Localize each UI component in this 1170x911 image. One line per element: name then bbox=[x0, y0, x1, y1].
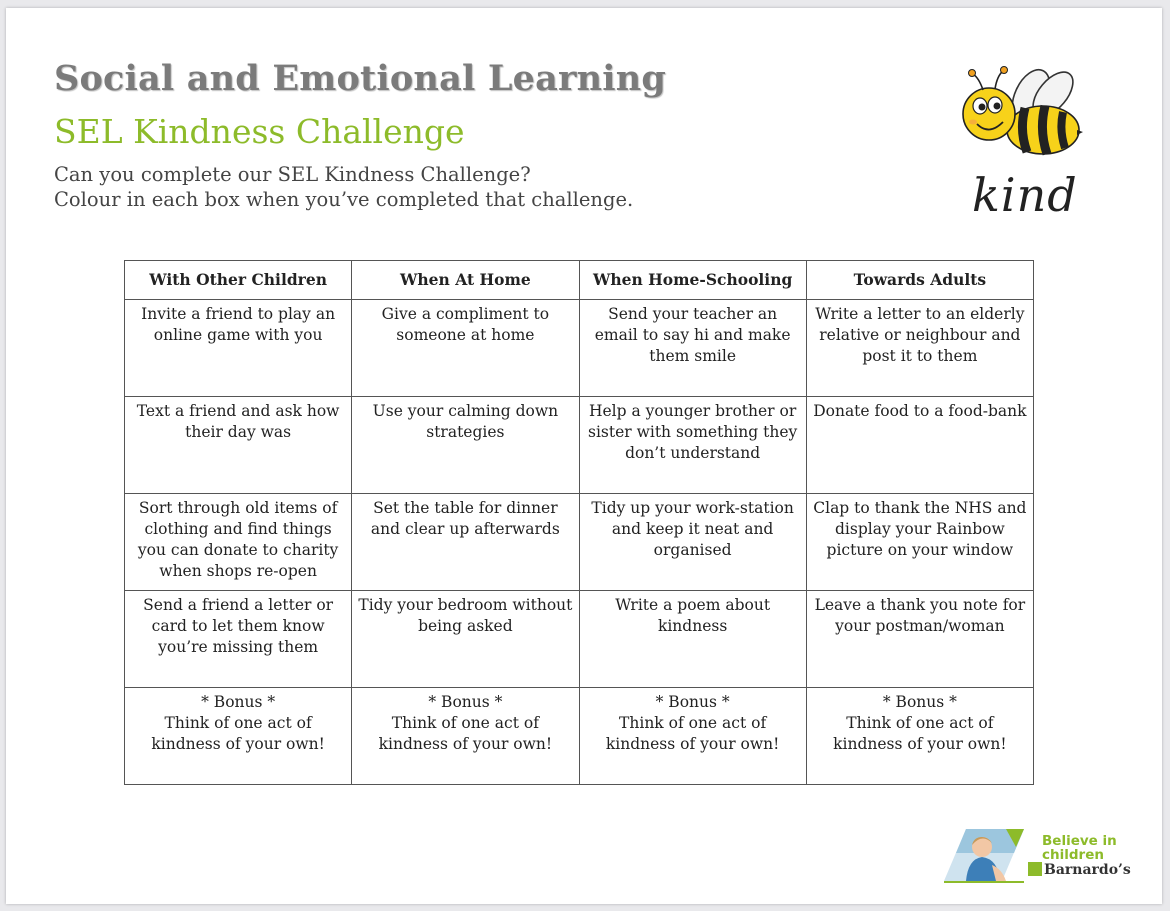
intro-text bbox=[54, 162, 633, 212]
bonus-text: Think of one act of kindness of your own! bbox=[378, 714, 553, 753]
logo-tagline-line-1: Believe in bbox=[1042, 833, 1117, 849]
challenge-cell[interactable]: Tidy your bedroom without being asked bbox=[352, 591, 579, 688]
table-row bbox=[125, 300, 1034, 397]
bonus-cell[interactable] bbox=[125, 688, 352, 785]
page-subtitle: SEL Kindness Challenge bbox=[54, 112, 465, 151]
bonus-text: Think of one act of kindness of your own! bbox=[151, 714, 325, 753]
column-header-other-children: With Other Children bbox=[125, 261, 352, 300]
bonus-cell[interactable] bbox=[579, 688, 806, 785]
challenge-cell[interactable]: Clap to thank the NHS and display your Rainbow picture on your window bbox=[806, 494, 1033, 591]
brand-mark-icon bbox=[1028, 862, 1042, 876]
challenge-cell[interactable]: Set the table for dinner and clear up afterwards bbox=[352, 494, 579, 591]
bonus-label: * Bonus * bbox=[201, 693, 276, 711]
bonus-cell[interactable] bbox=[352, 688, 579, 785]
logo-tagline-line-2: children bbox=[1042, 847, 1104, 863]
column-header-home-schooling: When Home-Schooling bbox=[579, 261, 806, 300]
column-header-at-home: When At Home bbox=[352, 261, 579, 300]
challenge-cell[interactable]: Write a letter to an elderly relative or neighbour and post it to them bbox=[806, 300, 1033, 397]
table-row bbox=[125, 494, 1034, 591]
challenge-cell[interactable]: Sort through old items of clothing and find things you can donate to charity when shops re-open bbox=[125, 494, 352, 591]
bonus-row bbox=[125, 688, 1034, 785]
bonus-label: * Bonus * bbox=[428, 693, 503, 711]
challenge-cell[interactable]: Leave a thank you note for your postman/woman bbox=[806, 591, 1033, 688]
challenge-cell[interactable]: Use your calming down strategies bbox=[352, 397, 579, 494]
challenge-cell[interactable]: Text a friend and ask how their day was bbox=[125, 397, 352, 494]
logo-tagline bbox=[1042, 834, 1117, 862]
kindness-challenge-table bbox=[124, 260, 1034, 785]
table-row bbox=[125, 397, 1034, 494]
challenge-cell[interactable]: Give a compliment to someone at home bbox=[352, 300, 579, 397]
brand-name: Barnardo’s bbox=[1044, 862, 1131, 878]
bonus-text: Think of one act of kindness of your own! bbox=[833, 714, 1007, 753]
bonus-cell[interactable] bbox=[806, 688, 1033, 785]
logo-brand bbox=[1028, 862, 1131, 878]
challenge-cell[interactable]: Invite a friend to play an online game with you bbox=[125, 300, 352, 397]
intro-line-2: Colour in each box when you’ve completed that challenge. bbox=[54, 188, 634, 211]
challenge-cell[interactable]: Tidy up your work-station and keep it neat and organised bbox=[579, 494, 806, 591]
bonus-label: * Bonus * bbox=[882, 693, 957, 711]
table-header-row bbox=[125, 261, 1034, 300]
challenge-cell[interactable]: Send your teacher an email to say hi and make them smile bbox=[579, 300, 806, 397]
column-header-towards-adults: Towards Adults bbox=[806, 261, 1033, 300]
kind-word: kind bbox=[972, 168, 1078, 222]
challenge-cell[interactable]: Send a friend a letter or card to let them know you’re missing them bbox=[125, 591, 352, 688]
challenge-cell[interactable]: Donate food to a food-bank bbox=[806, 397, 1033, 494]
bonus-text: Think of one act of kindness of your own! bbox=[605, 714, 780, 753]
challenge-cell[interactable]: Help a younger brother or sister with something they don’t understand bbox=[579, 397, 806, 494]
bee-icon bbox=[953, 64, 1083, 164]
page-title: Social and Emotional Learning bbox=[54, 58, 667, 99]
challenge-cell[interactable]: Write a poem about kindness bbox=[579, 591, 806, 688]
bonus-label: * Bonus * bbox=[655, 693, 730, 711]
intro-line-1: Can you complete our SEL Kindness Challenge? bbox=[54, 163, 531, 186]
table-row bbox=[125, 591, 1034, 688]
